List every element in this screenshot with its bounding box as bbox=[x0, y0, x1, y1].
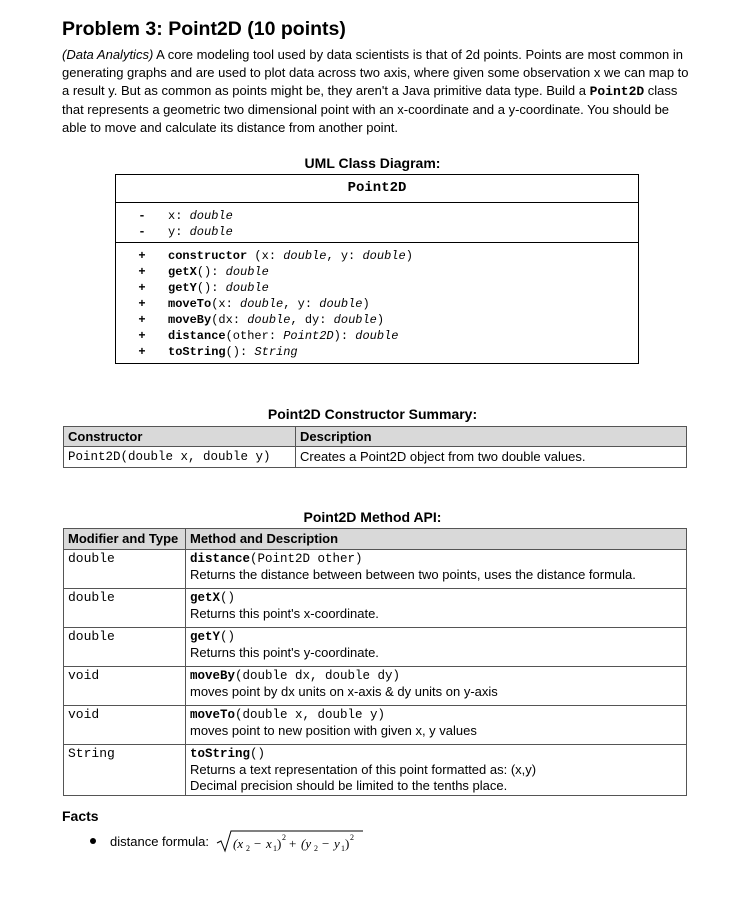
method-api-table bbox=[63, 528, 687, 796]
method-description: Returns this point's x-coordinate. bbox=[190, 606, 379, 621]
svg-text:1: 1 bbox=[273, 844, 277, 853]
uml-method: + moveBy(dx: double, dy: double) bbox=[138, 313, 385, 327]
facts-heading: Facts bbox=[62, 808, 99, 824]
svg-text:2: 2 bbox=[282, 833, 286, 842]
constructor-summary-caption: Point2D Constructor Summary: bbox=[267, 406, 478, 422]
intro-text-1: A core modeling tool used by data scientists is that of 2d points. Points are most common in generating graphs and are used to plot data across two axis, where given some observation x we can map to a result y. But as common as points might be, they aren't a Java primitive data type. Build a bbox=[62, 47, 689, 98]
uml-methods bbox=[116, 243, 638, 360]
method-description-extra: Decimal precision should be limited to the tenths place. bbox=[190, 778, 508, 793]
table-row bbox=[64, 667, 687, 706]
uml-field: - y: double bbox=[138, 225, 233, 239]
table-row bbox=[64, 706, 687, 745]
uml-method: + moveTo(x: double, y: double) bbox=[138, 297, 370, 311]
svg-text:−: − bbox=[254, 836, 262, 851]
svg-text:2: 2 bbox=[246, 844, 250, 853]
method-type: double bbox=[64, 550, 186, 589]
uml-method: + getX(): double bbox=[138, 265, 269, 279]
uml-class-name: Point2D bbox=[116, 175, 638, 203]
svg-text:1: 1 bbox=[341, 844, 345, 853]
svg-text:): ) bbox=[277, 836, 282, 851]
page-title: Problem 3: Point2D (10 points) bbox=[62, 18, 346, 40]
svg-text:x: x bbox=[266, 836, 272, 851]
uml-method: + toString(): String bbox=[138, 345, 298, 359]
svg-text:−: − bbox=[322, 836, 330, 851]
svg-text:2: 2 bbox=[350, 833, 354, 842]
table-header: Method and Description bbox=[186, 529, 687, 550]
uml-method: + constructor (x: double, y: double) bbox=[138, 249, 413, 263]
table-header: Modifier and Type bbox=[64, 529, 186, 550]
table-row bbox=[64, 550, 687, 589]
method-description: Returns a text representation of this point formatted as: (x,y) bbox=[190, 762, 537, 777]
table-header: Constructor bbox=[64, 427, 296, 447]
intro-class-name: Point2D bbox=[589, 84, 645, 99]
method-cell: toString() Returns a text representation of this point formatted as: (x,y) Decimal precision should be limited to the tenths place. bbox=[186, 745, 687, 796]
intro-prefix: (Data Analytics) bbox=[62, 47, 154, 62]
uml-method: + getY(): double bbox=[138, 281, 269, 295]
method-type: String bbox=[64, 745, 186, 796]
constructor-signature: Point2D(double x, double y) bbox=[64, 447, 296, 468]
svg-text:(y: (y bbox=[301, 836, 312, 851]
method-type: void bbox=[64, 667, 186, 706]
constructor-summary-table bbox=[63, 426, 687, 468]
table-row bbox=[64, 628, 687, 667]
method-type: void bbox=[64, 706, 186, 745]
method-api-caption: Point2D Method API: bbox=[303, 509, 442, 525]
method-description: Returns the distance between between two points, uses the distance formula. bbox=[190, 567, 636, 582]
table-row bbox=[64, 589, 687, 628]
fact-item bbox=[90, 828, 365, 854]
svg-text:+: + bbox=[289, 836, 297, 851]
uml-caption: UML Class Diagram: bbox=[304, 155, 441, 171]
table-header: Description bbox=[296, 427, 687, 447]
uml-field: - x: double bbox=[138, 209, 233, 223]
distance-formula-icon bbox=[215, 828, 365, 854]
table-row bbox=[64, 745, 687, 796]
svg-text:(x: (x bbox=[233, 836, 244, 851]
method-cell: moveBy(double dx, double dy) moves point by dx units on x-axis & dy units on y-axis bbox=[186, 667, 687, 706]
facts-list bbox=[90, 828, 365, 854]
method-cell: getX() Returns this point's x-coordinate. bbox=[186, 589, 687, 628]
bullet-icon bbox=[90, 838, 96, 844]
svg-text:2: 2 bbox=[314, 844, 318, 853]
fact-label: distance formula: bbox=[110, 833, 209, 849]
method-type: double bbox=[64, 589, 186, 628]
constructor-description: Creates a Point2D object from two double values. bbox=[296, 447, 687, 468]
uml-method: + distance(other: Point2D): double bbox=[138, 329, 399, 343]
method-cell: getY() Returns this point's y-coordinate. bbox=[186, 628, 687, 667]
intro-paragraph bbox=[62, 46, 692, 137]
uml-fields bbox=[116, 203, 638, 243]
method-cell: moveTo(double x, double y) moves point to new position with given x, y values bbox=[186, 706, 687, 745]
intro-text-2: class that represents a geometric two dimensional point with an x-coordinate and a y-coordinate. You should be able to move and calculate its distance from another point. bbox=[62, 83, 678, 135]
method-description: Returns this point's y-coordinate. bbox=[190, 645, 379, 660]
uml-class-diagram bbox=[115, 174, 639, 364]
method-description: moves point to new position with given x, y values bbox=[190, 723, 477, 738]
table-row bbox=[64, 447, 687, 468]
method-type: double bbox=[64, 628, 186, 667]
method-description: moves point by dx units on x-axis & dy units on y-axis bbox=[190, 684, 498, 699]
svg-text:y: y bbox=[334, 836, 340, 851]
svg-text:): ) bbox=[345, 836, 350, 851]
method-cell: distance(Point2D other) Returns the distance between between two points, uses the distance formula. bbox=[186, 550, 687, 589]
